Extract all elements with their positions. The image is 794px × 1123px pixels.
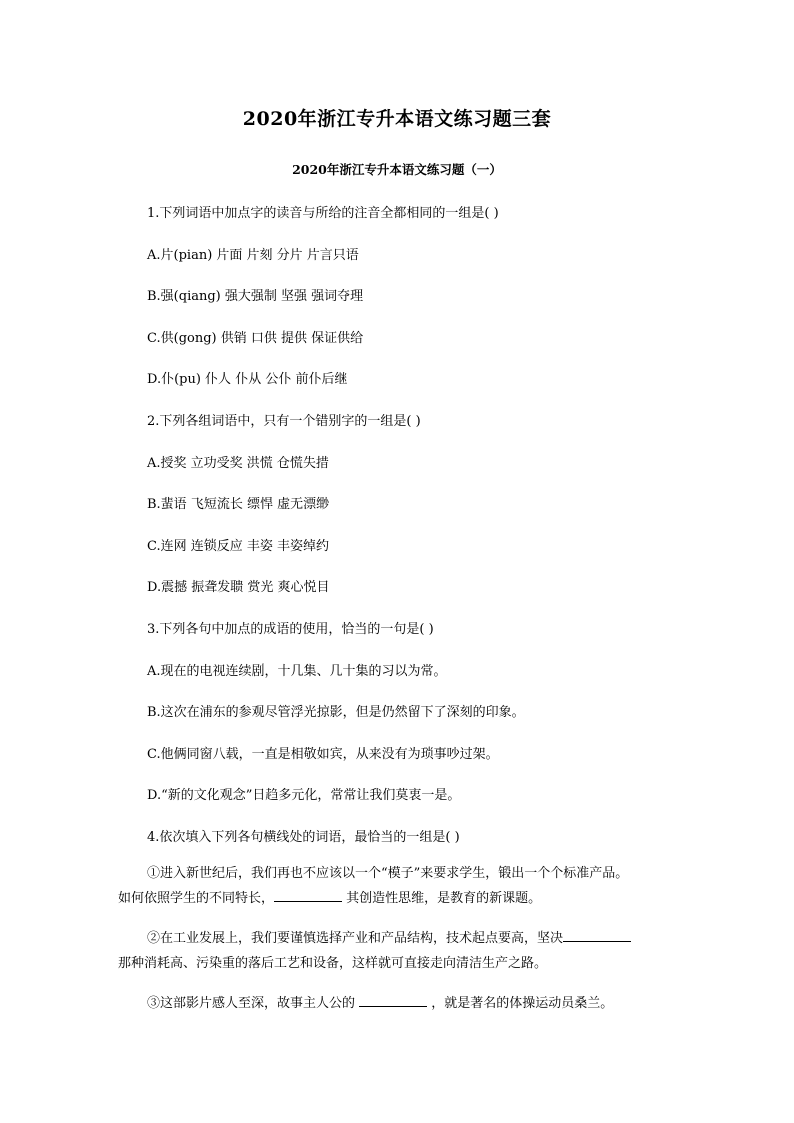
question-1-option-c: C.供(gong) 供销 口供 提供 保证供给 <box>147 331 364 346</box>
sentence-1-line-2 <box>118 886 678 911</box>
question-1-option-a: A.片(pian) 片面 片刻 分片 片言只语 <box>147 248 359 263</box>
sentence-1-line-1: ①进入新世纪后，我们再也不应该以一个“模子”来要求学生，锻出一个个标准产品。 <box>147 866 629 881</box>
question-2-option-a: A.授奖 立功受奖 洪慌 仓慌失措 <box>147 456 329 471</box>
sentence-2-text-a: ②在工业发展上，我们要谨慎选择产业和产品结构，技术起点要高，坚决 <box>147 931 564 946</box>
question-2-option-b: B.蜚语 飞短流长 缥悍 虚无漂缈 <box>147 497 330 512</box>
question-1-option-d: D.仆(pu) 仆人 仆从 公仆 前仆后继 <box>147 372 348 387</box>
question-2-option-c: C.连网 连锁反应 丰姿 丰姿绰约 <box>147 539 330 554</box>
document-title: 2020年浙江专升本语文练习题三套 <box>242 108 552 130</box>
sentence-1-text-b: 其创造性思维，是教育的新课题。 <box>342 891 542 906</box>
question-3-option-a: A.现在的电视连续剧，十几集、几十集的习以为常。 <box>147 664 447 679</box>
sentence-3-text-a: ③这部影片感人至深，故事主人公的 <box>147 996 360 1011</box>
sentence-3-blank <box>359 993 427 1007</box>
sentence-1-blank <box>274 888 342 902</box>
question-2-option-d: D.震撼 振聋发聩 赏光 爽心悦目 <box>147 580 330 595</box>
question-4-sentence-1 <box>118 861 678 911</box>
sentence-2-line-1 <box>118 926 678 951</box>
document-subtitle: 2020年浙江专升本语文练习题（一） <box>292 162 502 177</box>
sentence-2-blank <box>563 928 631 942</box>
sentence-2-line-2: 那种消耗高、污染重的落后工艺和设备，这样就可直接走向清洁生产之路。 <box>118 956 548 971</box>
question-1-option-b: B.强(qiang) 强大强制 坚强 强词夺理 <box>147 289 364 304</box>
question-4-sentence-2 <box>118 926 678 976</box>
question-2-stem: 2.下列各组词语中，只有一个错别字的一组是( ) <box>147 414 421 429</box>
sentence-3-line-1 <box>118 991 678 1016</box>
question-3-option-d: D.“新的文化观念”日趋多元化，常常让我们莫衷一是。 <box>147 788 461 803</box>
question-3-option-b: B.这次在浦东的参观尽管浮光掠影，但是仍然留下了深刻的印象。 <box>147 705 525 720</box>
question-3-stem: 3.下列各句中加点的成语的使用，恰当的一句是( ) <box>147 622 434 637</box>
question-4-sentence-3 <box>118 991 678 1016</box>
question-4-stem: 4.依次填入下列各句横线处的词语，最恰当的一组是( ) <box>147 830 460 845</box>
question-3-option-c: C.他俩同窗八载，一直是相敬如宾，从来没有为琐事吵过架。 <box>147 747 499 762</box>
sentence-3-text-b: ，就是著名的体操运动员桑兰。 <box>427 996 614 1011</box>
question-1-stem: 1.下列词语中加点字的读音与所给的注音全都相同的一组是( ) <box>147 206 499 221</box>
sentence-1-text-a: 如何依照学生的不同特长， <box>118 891 275 906</box>
